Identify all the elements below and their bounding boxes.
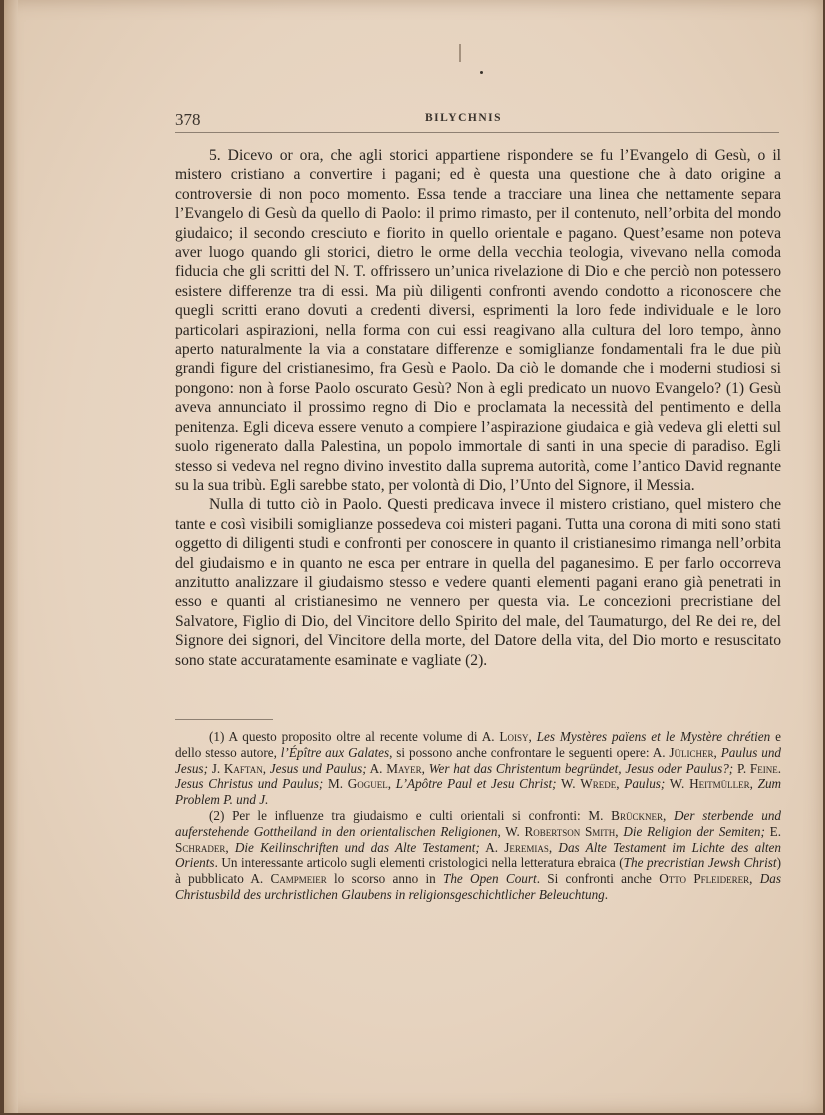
author-name: Campmeier [270,871,327,887]
footnote-text: E. [764,823,781,839]
book-title: Les Mystères païens et le Mystère chrétien [536,729,771,744]
footnote-text: A. [479,839,505,855]
footnote-text: , si possono anche confrontare le seguenti opere: A. [389,744,670,760]
footnote-text: (2) Per le influenze tra giudaismo e culti orientali si confronti: M. [209,807,612,823]
author-name: Wrede [580,776,617,792]
footnote-text: , [262,760,270,776]
author-name: Brückner [611,807,663,823]
journal-title: The Open Court [443,871,537,887]
footnote-text: ) à pubblicato A. [175,855,781,887]
book-title: Paulus; [624,776,666,792]
footnote-text: . [604,886,609,902]
footnote-text: M. [323,776,348,792]
book-title: Das Christusbild des urchristlichen Glaubens in religionsgeschichtlicher Beleuchtung [175,871,781,902]
footnotes [175,729,781,903]
book-title: Das Alte Testament im Lichte des alten Orients [175,839,781,871]
footnote-text: P. [733,760,750,776]
footnote-text: , [749,776,758,792]
footnote-text: (1) A questo proposito oltre al recente volume di A. [209,729,500,744]
paragraph-5: 5. Dicevo or ora, che agli storici appartiene rispondere se fu l’Evangelo di Gesù, o il mistero cristiano a convertire i pagani; ed è questa una questione che à dato origine a controversie di non poco momento. Essa tende a tracciare una linea che nettamente separa l’Evangelo di Gesù da quello di Paolo: il primo rimasto, per il contenuto, nell’orbita del mondo giudaico; il secondo cresciuto e fiorito in quello orientale e pagano. Quest’esame non poteva aver luogo quando gli storici, dietro le orme della vecchia teologia, vivevano nella comoda fiducia che gli scritti del N. T. offrissero un’unica rivelazione di Dio e che perciò non potessero esistere differenze tra di essi. Ma più diligenti confronti avendo condotto a riconoscere che quegli scritti erano dovuti a credenti diversi, esprimenti la loro fede individuale e le loro particolari aspirazioni, nella forma con cui essi reagivano alla cultura del loro tempo, ànno aperto naturalmente la via a constatare differenze e somiglianze fondamentali fra le due più grandi figure del cristianesimo, fra Gesù e Paolo. Da ciò le domande che i moderni studiosi si pongono: non à forse Paolo oscurato Gesù? Non à egli predicato un nuovo Evangelo? (1) Gesù aveva annunciato il prossimo regno di Dio e proclamata la necessità del pentimento e della penitenza. Egli diceva essere venuto a compiere l’aspirazione giudaica e già vedeva gli eletti sul suolo rigenerato dalla Palestina, un popolo immortale di santi in una specie di paradiso. Egli stesso si vedeva nel regno divino investito dalla suprema autorità, come l’antico David regnante su la sua tribù. Egli sarebbe stato, per volontà di Dio, l’Unto del Signore, il Messia. [175,147,781,494]
footnote-text: . [777,760,781,776]
ink-mark [459,44,461,62]
footnote-text: , [387,776,396,792]
book-title: L’Apôtre Paul et Jesu Christ; [395,776,557,792]
book-title: Wer hat das Christentum begründet, Jesus oder Paulus?; [428,760,734,776]
author-name: Schrader [175,839,226,855]
book-title: Jesus Christus und Paulus; [175,776,324,792]
page-edge [4,0,18,1113]
book-title: Die Keilinschriften und das Alte Testament; [234,839,480,855]
ink-dot [480,71,483,74]
author-name: Jeremias [504,839,549,855]
author-name: Kaftan [223,760,263,776]
author-name: Feine [749,760,778,776]
footnote-text: , [421,760,429,776]
footnote-text: , [615,823,624,839]
footnote-text: W. [556,776,581,792]
footnote-rule [175,719,273,720]
page-header [175,108,779,133]
book-title: Die Religion der Semiten; [623,823,765,839]
body-text [175,146,781,670]
footnote-text: , [662,807,674,823]
author-name: Heitmüller [689,776,750,792]
running-head: BILYCHNIS [425,112,502,124]
footnote-text: . Si confronti anche [536,871,660,887]
author-name: Mayer [386,760,422,776]
book-title: l’Épître aux Galates [280,744,390,760]
footnote-text: , W. [497,823,525,839]
book-title: Jesus und Paulus; [269,760,367,776]
footnote-text: A. [366,760,387,776]
footnote-text: J. [207,760,224,776]
author-name: Jülicher [669,744,714,760]
footnote-text: lo scorso anno in [326,871,443,887]
article-title: The precristian Jewsh Christ [623,855,777,871]
paragraph-nulla: Nulla di tutto ciò in Paolo. Questi predicava invece il mistero cristiano, quel mistero che tante e così visibili somiglianze possedeva coi misteri pagani. Tutta una corona di miti sono stati oggetto di diligenti studi e confronti per conoscere in quanto il cristianesimo rimanga nell’orbita del giudaismo e in quanto ne esca per entrare in quella del paganesimo. E per farlo occorreva anzitutto analizzare il giudaismo stesso e vedere quanti elementi pagani erano già penetrati in esso e quanti al cristianesimo ne vennero per questa via. Le concezioni precristiane del Salvatore, Figlio di Dio, del Vincitore dello Spirito del male, del Taumaturgo, del Re dei re, del Signore dei signori, del Vincitore della morte, del Datore della vita, del Dio morto e resuscitato sono state accuratamente esaminate e vagliate (2). [175,496,781,669]
page-number: 378 [175,110,201,129]
book-title: Paulus und Jesus; [175,744,782,776]
footnote-2 [175,808,781,903]
footnote-1 [175,729,781,808]
author-name: Goguel [347,776,388,792]
footnote-text: , [749,871,760,887]
footnote-text: e dello stesso autore, [175,729,782,760]
author-name: Robertson Smith [524,823,616,839]
footnote-text: , [225,839,235,855]
author-name: Loisy [499,729,529,744]
footnote-text: W. [665,776,690,792]
book-page [4,0,823,1113]
footnote-text: , [616,776,625,792]
footnote-text: , [528,729,537,744]
footnote-text: . Un interessante articolo sugli elementi cristologici nella letteratura ebraica ( [214,855,624,871]
book-title: Der sterbende und auferstehende Gottheiland in den orientalischen Religionen [175,807,782,839]
footnote-text: , [713,744,721,760]
footnote-text: , [548,839,559,855]
author-name: Otto Pfleiderer [659,871,750,887]
book-title: Zum Problem P. und J. [175,776,782,808]
